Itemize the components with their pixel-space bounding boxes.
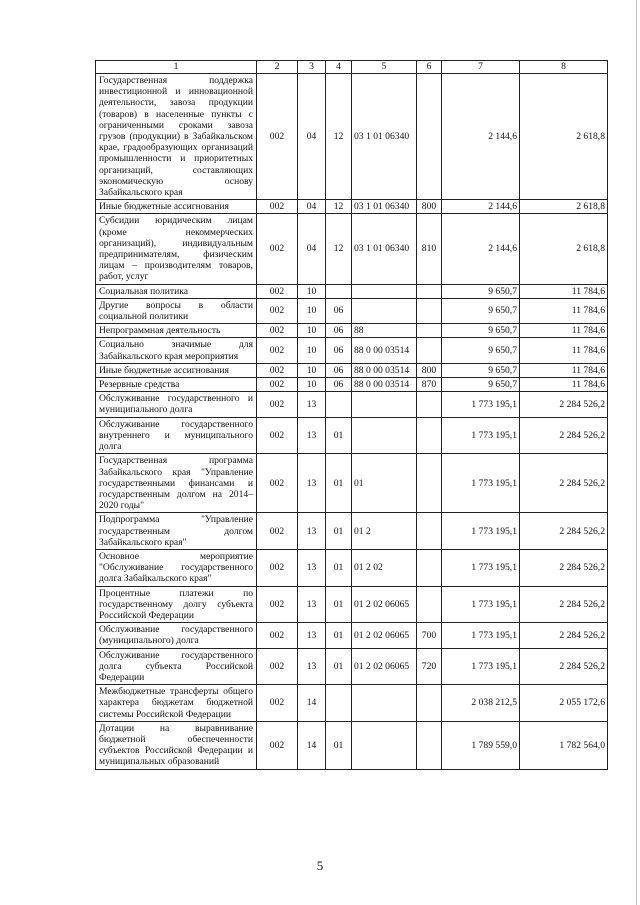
row-amount-col7: 2 144,6 <box>442 74 520 200</box>
table-row <box>96 417 608 454</box>
row-section: 04 <box>298 200 326 214</box>
row-subsection: 01 <box>326 454 352 513</box>
table-row <box>96 685 608 722</box>
row-amount-col8: 2 618,8 <box>520 200 608 214</box>
row-target-article <box>352 721 417 769</box>
row-expense-type <box>417 417 442 454</box>
row-subsection: 06 <box>326 378 352 392</box>
row-target-article <box>352 284 417 298</box>
row-admin-code: 002 <box>257 363 298 377</box>
row-subsection <box>326 685 352 722</box>
row-name: Обслуживание государственного и муниципального долга <box>96 392 257 417</box>
table-row <box>96 363 608 377</box>
row-target-article <box>352 685 417 722</box>
row-name: Субсидии юридическим лицам (кроме некоммерческих организаций), индивидуальным предпринимателям, физическим лицам – производителям товаров, работ, услуг <box>96 214 257 284</box>
row-name: Обслуживание государственного внутреннего и муниципального долга <box>96 417 257 454</box>
table-row <box>96 200 608 214</box>
header-row <box>96 61 608 74</box>
row-admin-code: 002 <box>257 586 298 623</box>
row-amount-col7: 2 144,6 <box>442 214 520 284</box>
row-admin-code: 002 <box>257 623 298 648</box>
row-admin-code: 002 <box>257 417 298 454</box>
row-admin-code: 002 <box>257 513 298 550</box>
row-amount-col8: 2 284 526,2 <box>520 549 608 586</box>
row-admin-code: 002 <box>257 298 298 323</box>
row-expense-type: 800 <box>417 363 442 377</box>
row-target-article: 01 2 02 06065 <box>352 648 417 685</box>
row-name: Обслуживание государственного (муниципального) долга <box>96 623 257 648</box>
row-section: 13 <box>298 549 326 586</box>
row-admin-code: 002 <box>257 685 298 722</box>
row-amount-col8: 2 618,8 <box>520 214 608 284</box>
header-col-2: 2 <box>257 61 298 74</box>
row-amount-col8: 11 784,6 <box>520 378 608 392</box>
row-amount-col8: 2 284 526,2 <box>520 648 608 685</box>
row-subsection: 01 <box>326 549 352 586</box>
table-row <box>96 454 608 513</box>
table-row <box>96 284 608 298</box>
row-name: Межбюджетные трансферты общего характера бюджетам бюджетной системы Российской Федерации <box>96 685 257 722</box>
row-amount-col8: 2 284 526,2 <box>520 513 608 550</box>
row-amount-col7: 1 773 195,1 <box>442 549 520 586</box>
row-section: 10 <box>298 363 326 377</box>
row-amount-col7: 9 650,7 <box>442 284 520 298</box>
row-admin-code: 002 <box>257 284 298 298</box>
row-amount-col7: 1 773 195,1 <box>442 454 520 513</box>
table-row <box>96 549 608 586</box>
row-amount-col8: 2 055 172,6 <box>520 685 608 722</box>
row-name: Основное мероприятие "Обслуживание государственного долга Забайкальского края" <box>96 549 257 586</box>
row-target-article: 01 2 02 <box>352 549 417 586</box>
row-admin-code: 002 <box>257 324 298 338</box>
row-admin-code: 002 <box>257 74 298 200</box>
row-admin-code: 002 <box>257 721 298 769</box>
row-subsection: 12 <box>326 200 352 214</box>
row-admin-code: 002 <box>257 200 298 214</box>
row-expense-type: 700 <box>417 623 442 648</box>
row-amount-col8: 11 784,6 <box>520 363 608 377</box>
budget-table <box>95 60 608 770</box>
row-amount-col7: 9 650,7 <box>442 324 520 338</box>
row-section: 10 <box>298 284 326 298</box>
row-subsection: 06 <box>326 324 352 338</box>
row-name: Другие вопросы в области социальной политики <box>96 298 257 323</box>
row-expense-type <box>417 298 442 323</box>
row-amount-col8: 2 618,8 <box>520 74 608 200</box>
row-subsection <box>326 392 352 417</box>
row-expense-type <box>417 586 442 623</box>
row-section: 10 <box>298 338 326 363</box>
header-col-7: 7 <box>442 61 520 74</box>
row-amount-col7: 1 773 195,1 <box>442 648 520 685</box>
row-expense-type <box>417 513 442 550</box>
header-col-8: 8 <box>520 61 608 74</box>
row-target-article: 88 0 00 03514 <box>352 338 417 363</box>
row-admin-code: 002 <box>257 378 298 392</box>
table-row <box>96 298 608 323</box>
row-amount-col7: 1 773 195,1 <box>442 513 520 550</box>
row-name: Государственная программа Забайкальского края "Управление государственными финансами и государственным долгом на 2014–2020 годы" <box>96 454 257 513</box>
row-amount-col7: 9 650,7 <box>442 338 520 363</box>
row-target-article: 01 2 02 06065 <box>352 586 417 623</box>
row-name: Иные бюджетные ассигнования <box>96 200 257 214</box>
row-section: 13 <box>298 623 326 648</box>
row-amount-col8: 11 784,6 <box>520 324 608 338</box>
row-subsection: 01 <box>326 721 352 769</box>
row-target-article <box>352 417 417 454</box>
row-subsection: 01 <box>326 513 352 550</box>
row-subsection: 06 <box>326 363 352 377</box>
row-section: 10 <box>298 298 326 323</box>
row-expense-type: 720 <box>417 648 442 685</box>
row-subsection: 01 <box>326 623 352 648</box>
row-amount-col8: 1 782 564,0 <box>520 721 608 769</box>
row-expense-type <box>417 74 442 200</box>
row-target-article: 01 2 02 06065 <box>352 623 417 648</box>
header-col-3: 3 <box>298 61 326 74</box>
row-target-article: 03 1 01 06340 <box>352 74 417 200</box>
row-subsection: 01 <box>326 648 352 685</box>
row-section: 13 <box>298 454 326 513</box>
row-amount-col7: 9 650,7 <box>442 298 520 323</box>
row-section: 13 <box>298 586 326 623</box>
row-section: 04 <box>298 74 326 200</box>
row-section: 13 <box>298 392 326 417</box>
table-row <box>96 338 608 363</box>
row-name: Иные бюджетные ассигнования <box>96 363 257 377</box>
row-expense-type <box>417 284 442 298</box>
header-col-4: 4 <box>326 61 352 74</box>
row-target-article: 88 0 00 03514 <box>352 363 417 377</box>
row-section: 13 <box>298 513 326 550</box>
row-section: 13 <box>298 648 326 685</box>
row-target-article: 88 0 00 03514 <box>352 378 417 392</box>
row-amount-col8: 2 284 526,2 <box>520 454 608 513</box>
row-amount-col7: 9 650,7 <box>442 363 520 377</box>
row-name: Социальная политика <box>96 284 257 298</box>
row-target-article: 88 <box>352 324 417 338</box>
row-amount-col7: 1 773 195,1 <box>442 623 520 648</box>
row-subsection: 01 <box>326 586 352 623</box>
row-target-article <box>352 392 417 417</box>
row-expense-type: 870 <box>417 378 442 392</box>
table-row <box>96 623 608 648</box>
table-row <box>96 721 608 769</box>
row-amount-col7: 1 773 195,1 <box>442 586 520 623</box>
row-admin-code: 002 <box>257 392 298 417</box>
row-subsection: 01 <box>326 417 352 454</box>
row-name: Государственная поддержка инвестиционной и инновационной деятельности, завоза продукции (товаров) в населенные пункты с ограниченными сроками завоза грузов (продукции) в Забайкальском крае, градообразующих организаций промышленности и приоритетных организаций, составляющих экономическую основу Забайкальского края <box>96 74 257 200</box>
row-name: Обслуживание государственного долга субъекта Российской Федерации <box>96 648 257 685</box>
table-row <box>96 214 608 284</box>
row-amount-col8: 2 284 526,2 <box>520 623 608 648</box>
row-name: Социально значимые для Забайкальского края мероприятия <box>96 338 257 363</box>
row-admin-code: 002 <box>257 338 298 363</box>
row-target-article: 01 2 <box>352 513 417 550</box>
header-col-5: 5 <box>352 61 417 74</box>
row-amount-col7: 1 789 559,0 <box>442 721 520 769</box>
row-name: Резервные средства <box>96 378 257 392</box>
row-section: 13 <box>298 417 326 454</box>
row-name: Дотации на выравнивание бюджетной обеспеченности субъектов Российской Федерации и муниципальных образований <box>96 721 257 769</box>
row-target-article: 03 1 01 06340 <box>352 200 417 214</box>
row-subsection: 12 <box>326 214 352 284</box>
table-row <box>96 378 608 392</box>
row-subsection: 12 <box>326 74 352 200</box>
row-admin-code: 002 <box>257 549 298 586</box>
row-amount-col7: 2 144,6 <box>442 200 520 214</box>
row-admin-code: 002 <box>257 214 298 284</box>
header-col-6: 6 <box>417 61 442 74</box>
row-target-article <box>352 298 417 323</box>
table-row <box>96 324 608 338</box>
row-expense-type: 810 <box>417 214 442 284</box>
header-col-1: 1 <box>96 61 257 74</box>
row-name: Непрограммная деятельность <box>96 324 257 338</box>
row-amount-col8: 11 784,6 <box>520 298 608 323</box>
row-subsection: 06 <box>326 298 352 323</box>
row-section: 04 <box>298 214 326 284</box>
row-expense-type <box>417 721 442 769</box>
page-number: 5 <box>316 858 324 873</box>
row-expense-type <box>417 549 442 586</box>
row-expense-type: 800 <box>417 200 442 214</box>
row-amount-col8: 11 784,6 <box>520 338 608 363</box>
row-amount-col8: 2 284 526,2 <box>520 417 608 454</box>
row-expense-type <box>417 338 442 363</box>
row-target-article: 03 1 01 06340 <box>352 214 417 284</box>
row-subsection: 06 <box>326 338 352 363</box>
scan-edge-line <box>636 0 637 905</box>
row-admin-code: 002 <box>257 454 298 513</box>
row-expense-type <box>417 685 442 722</box>
row-amount-col8: 2 284 526,2 <box>520 586 608 623</box>
row-section: 10 <box>298 324 326 338</box>
row-admin-code: 002 <box>257 648 298 685</box>
row-target-article: 01 <box>352 454 417 513</box>
table-row <box>96 586 608 623</box>
row-section: 14 <box>298 685 326 722</box>
row-name: Подпрограмма "Управление государственным долгом Забайкальского края" <box>96 513 257 550</box>
row-amount-col7: 9 650,7 <box>442 378 520 392</box>
row-name: Процентные платежи по государственному долгу субъекта Российской Федерации <box>96 586 257 623</box>
table-row <box>96 648 608 685</box>
row-amount-col7: 1 773 195,1 <box>442 417 520 454</box>
row-expense-type <box>417 392 442 417</box>
row-amount-col7: 2 038 212,5 <box>442 685 520 722</box>
row-amount-col7: 1 773 195,1 <box>442 392 520 417</box>
table-row <box>96 74 608 200</box>
row-amount-col8: 2 284 526,2 <box>520 392 608 417</box>
row-expense-type <box>417 454 442 513</box>
row-section: 10 <box>298 378 326 392</box>
table-row <box>96 513 608 550</box>
row-subsection <box>326 284 352 298</box>
row-amount-col8: 11 784,6 <box>520 284 608 298</box>
table-row <box>96 392 608 417</box>
row-expense-type <box>417 324 442 338</box>
row-section: 14 <box>298 721 326 769</box>
